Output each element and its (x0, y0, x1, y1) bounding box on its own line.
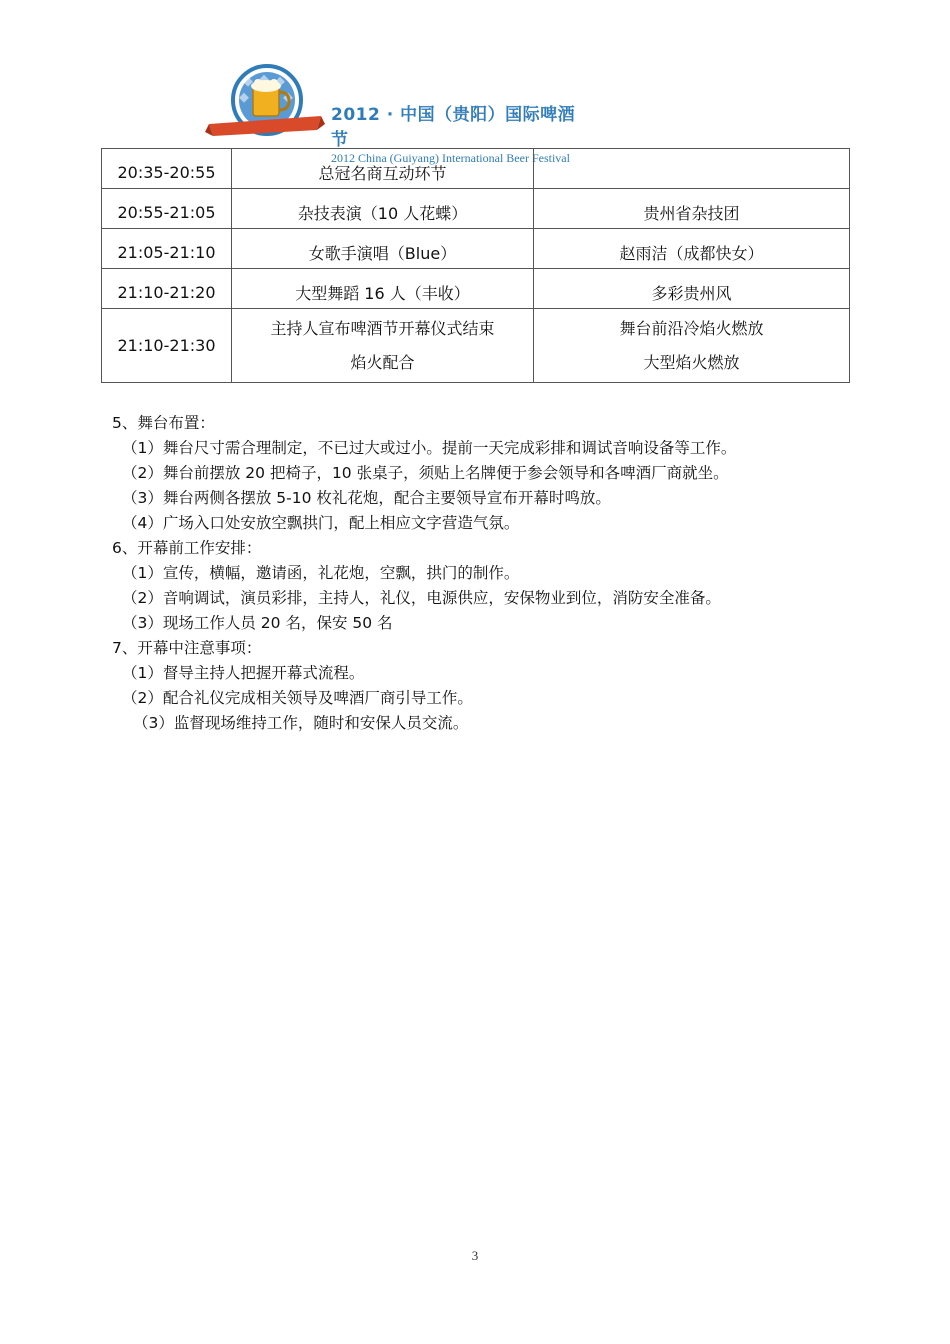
performer-cell (534, 149, 850, 189)
brand-title-zh: 2012 · 中国（贵阳）国际啤酒节 (331, 105, 576, 150)
section-heading: 5、舞台布置： (112, 414, 215, 432)
page-header (205, 64, 585, 165)
table-row (102, 229, 850, 269)
section-item: （1）舞台尺寸需合理制定，不已过大或过小。提前一天完成彩排和调试音响设备等工作。 (122, 439, 737, 457)
document-body (112, 411, 852, 736)
table-row (102, 189, 850, 229)
table-row (102, 269, 850, 309)
program-cell: 杂技表演（10 人花蝶） (232, 189, 534, 229)
program-line: 焰火配合 (350, 352, 415, 372)
program-line: 主持人宣布啤酒节开幕仪式结束 (270, 318, 495, 338)
time-cell: 21:10-21:30 (102, 309, 232, 383)
program-cell: 大型舞蹈 16 人（丰收） (232, 269, 534, 309)
section-item: （2）配合礼仪完成相关领导及啤酒厂商引导工作。 (122, 689, 473, 707)
performer-cell: 多彩贵州风 (534, 269, 850, 309)
performer-cell (534, 309, 850, 383)
brand-title-en: 2012 China (Guiyang) International Beer Festival (331, 151, 570, 165)
performer-cell: 贵州省杂技团 (534, 189, 850, 229)
performer-cell: 赵雨洁（成都快女） (534, 229, 850, 269)
program-cell: 女歌手演唱（Blue） (232, 229, 534, 269)
time-cell: 21:05-21:10 (102, 229, 232, 269)
section-item: （2）舞台前摆放 20 把椅子，10 张桌子，须贴上名牌便于参会领导和各啤酒厂商就坐。 (122, 464, 729, 482)
section-item: （3）监督现场维持工作，随时和安保人员交流。 (133, 714, 469, 732)
program-cell (232, 309, 534, 383)
performer-line: 大型焰火燃放 (643, 352, 740, 372)
time-cell: 21:10-21:20 (102, 269, 232, 309)
page-number: 3 (471, 1248, 479, 1263)
time-cell: 20:35-20:55 (102, 149, 232, 189)
section-item: （3）现场工作人员 20 名，保安 50 名 (122, 614, 393, 632)
section-item: （1）督导主持人把握开幕式流程。 (122, 664, 365, 682)
performer-line: 舞台前沿冷焰火燃放 (619, 318, 764, 338)
section-item: （3）舞台两侧各摆放 5-10 枚礼花炮，配合主要领导宣布开幕时鸣放。 (122, 489, 611, 507)
program-cell: 总冠名商互动环节 (232, 149, 534, 189)
table-row (102, 149, 850, 189)
section-item: （4）广场入口处安放空飘拱门，配上相应文字营造气氛。 (122, 514, 520, 532)
time-cell: 20:55-21:05 (102, 189, 232, 229)
table-row (102, 309, 850, 383)
program-schedule-table (101, 148, 850, 383)
section-heading: 6、开幕前工作安排： (112, 539, 262, 557)
beer-festival-logo (205, 64, 325, 142)
section-item: （2）音响调试，演员彩排，主持人，礼仪，电源供应，安保物业到位，消防安全准备。 (122, 589, 721, 607)
section-item: （1）宣传，横幅，邀请函，礼花炮，空飘，拱门的制作。 (122, 564, 520, 582)
section-heading: 7、开幕中注意事项： (112, 639, 262, 657)
